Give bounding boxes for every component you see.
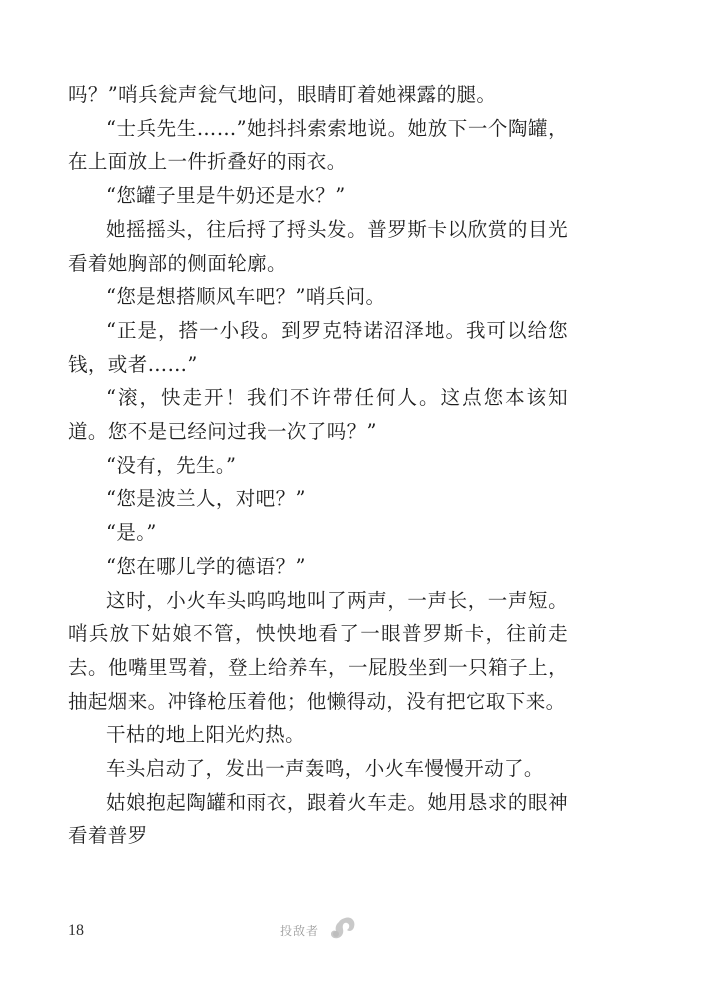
paragraph: 她摇摇头，往后捋了捋头发。普罗斯卡以欣赏的目光看着她胸部的侧面轮廓。 bbox=[68, 217, 568, 275]
body-text bbox=[68, 78, 568, 853]
paragraph: “没有，先生。” bbox=[106, 453, 237, 477]
paragraph: 干枯的地上阳光灼热。 bbox=[106, 723, 306, 747]
paragraph: 车头启动了，发出一声轰鸣，小火车慢慢开动了。 bbox=[106, 757, 544, 781]
publisher-mark: 投敌者 bbox=[280, 924, 320, 938]
paragraph: 姑娘抱起陶罐和雨衣，跟着火车走。她用恳求的眼神看着普罗 bbox=[68, 790, 568, 848]
paragraph: “您是波兰人，对吧？” bbox=[106, 487, 306, 511]
paragraph: “您是想搭顺风车吧？”哨兵问。 bbox=[106, 285, 386, 309]
paragraph: “您罐子里是牛奶还是水？” bbox=[106, 184, 346, 208]
page-number: 18 bbox=[68, 922, 84, 939]
paragraph: “滚，快走开！我们不许带任何人。这点您本该知道。您不是已经问过我一次了吗？” bbox=[68, 386, 568, 444]
squirrel-logo-icon bbox=[327, 915, 357, 941]
paragraph: 吗？”哨兵瓮声瓮气地问，眼睛盯着她裸露的腿。 bbox=[68, 83, 497, 106]
paragraph: “您在哪儿学的德语？” bbox=[106, 554, 306, 578]
paragraph: “是。” bbox=[106, 521, 157, 545]
paragraph: 这时，小火车头呜呜地叫了两声，一声长，一声短。哨兵放下姑娘不管，怏怏地看了一眼普罗斯卡，往前走去。他嘴里骂着，登上给养车，一屁股坐到一只箱子上，抽起烟来。冲锋枪压着他；他懒得动，没有把它取下来。 bbox=[68, 588, 568, 713]
paragraph: “正是，搭一小段。到罗克特诺沼泽地。我可以给您钱，或者……” bbox=[68, 318, 568, 376]
paragraph: “士兵先生……”她抖抖索索地说。她放下一个陶罐，在上面放上一件折叠好的雨衣。 bbox=[68, 116, 568, 174]
